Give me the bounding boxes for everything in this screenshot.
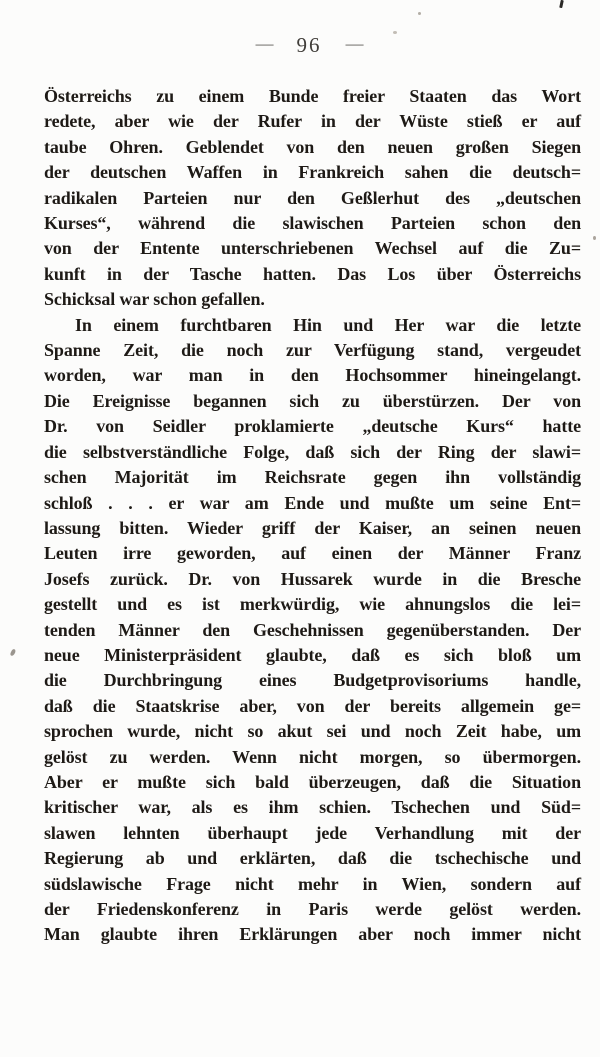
text-line: taube Ohren. Geblendet von den neuen großen Siegen [44, 136, 581, 157]
header-rule-right: — [345, 33, 363, 53]
page-number: 96 [296, 33, 322, 57]
text-line: Leuten irre geworden, auf einen der Männer Franz [44, 543, 581, 564]
body-text [44, 84, 581, 948]
text-line: daß die Staatskrise aber, von der bereits allgemein ge= [44, 695, 581, 716]
scan-speck [10, 648, 17, 656]
text-line: tenden Männer den Geschehnissen gegenüberstanden. Der [44, 619, 581, 640]
text-line: neue Ministerpräsident glaubte, daß es sich bloß um [44, 644, 581, 665]
scan-speck [593, 236, 596, 240]
text-line: Schicksal war schon gefallen. [44, 289, 265, 310]
header-rule-left: — [255, 33, 273, 53]
text-line: slawen lehnten überhaupt jede Verhandlung mit der [44, 822, 581, 843]
text-line: die Durchbringung eines Budgetprovisoriums handle, [44, 670, 581, 691]
text-line: radikalen Parteien nur den Geßlerhut des „deutschen [44, 187, 581, 208]
text-line: worden, war man in den Hochsommer hineingelangt. [44, 365, 581, 386]
text-line: gestellt und es ist merkwürdig, wie ahnungslos die lei= [44, 594, 581, 615]
text-line: lassung bitten. Wieder griff der Kaiser, an seinen neuen [44, 517, 581, 538]
text-line: In einem furchtbaren Hin und Her war die letzte [75, 314, 581, 335]
text-line: Regierung ab und erklärten, daß die tschechische und [44, 848, 581, 869]
text-line: schen Majorität im Reichsrate gegen ihn vollständig [44, 467, 581, 488]
text-line: redete, aber wie der Rufer in der Wüste stieß er auf [44, 111, 581, 132]
text-line: Man glaubte ihren Erklärungen aber noch immer nicht [44, 924, 581, 945]
text-line: Österreichs zu einem Bunde freier Staaten das Wort [44, 86, 581, 106]
text-line: der deutschen Waffen in Frankreich sahen die deutsch= [44, 162, 581, 183]
text-line: die selbstverständliche Folge, daß sich der Ring der slawi= [44, 441, 581, 462]
text-line: Spanne Zeit, die noch zur Verfügung stand, vergeudet [44, 340, 581, 361]
text-line: südslawische Frage nicht mehr in Wien, sondern auf [44, 873, 581, 894]
scan-speck [559, 0, 564, 8]
text-line: Dr. von Seidler proklamierte „deutsche Kurs“ hatte [44, 416, 581, 437]
text-line: kunft in der Tasche hatten. Das Los über Österreichs [44, 263, 581, 284]
text-line: Josefs zurück. Dr. von Hussarek wurde in die Bresche [44, 568, 581, 589]
scan-speck [393, 31, 397, 34]
text-line: der Friedenskonferenz in Paris werde gelöst werden. [44, 899, 581, 919]
text-line: kritischer war, als es ihm schien. Tschechen und Süd= [44, 797, 581, 818]
text-line: Die Ereignisse begannen sich zu überstürzen. Der von [44, 390, 581, 411]
page-header [9, 33, 600, 58]
text-line: sprochen wurde, nicht so akut sei und noch Zeit habe, um [44, 721, 581, 742]
text-line: gelöst zu werden. Wenn nicht morgen, so übermorgen. [44, 746, 581, 767]
text-line: von der Entente unterschriebenen Wechsel auf die Zu= [44, 238, 581, 259]
scan-speck [418, 12, 421, 15]
text-line: Aber er mußte sich bald überzeugen, daß die Situation [44, 771, 581, 792]
text-line: schloß . . . er war am Ende und mußte um seine Ent= [44, 492, 581, 513]
text-line: Kurses“, während die slawischen Parteien schon den [44, 213, 581, 234]
